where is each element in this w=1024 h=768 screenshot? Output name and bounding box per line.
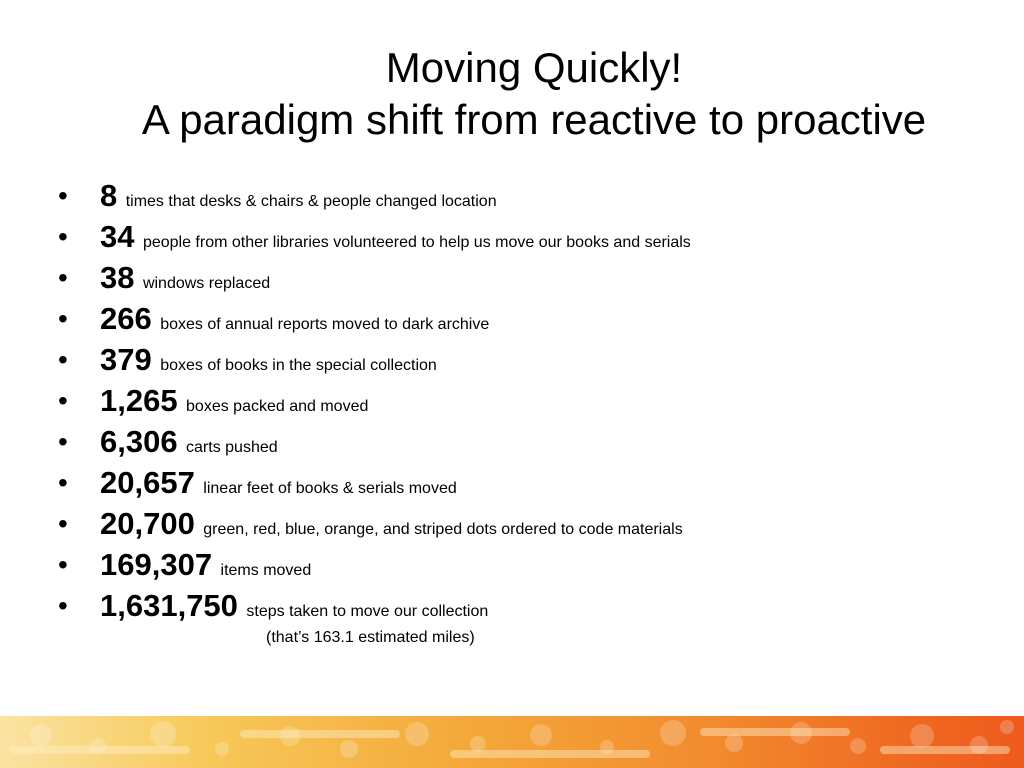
- footer-decor-streak: [240, 730, 400, 738]
- slide-title: [0, 42, 1024, 146]
- stat-description: people from other libraries volunteered to help us move our books and serials: [142, 234, 691, 251]
- stat-number: 1,265: [100, 383, 178, 418]
- bullet-icon: •: [58, 426, 68, 457]
- stat-line: [100, 340, 437, 386]
- stat-number: 20,700: [100, 506, 195, 541]
- stat-number: 20,657: [100, 465, 195, 500]
- stat-line: [100, 463, 457, 509]
- stat-description: linear feet of books & serials moved: [203, 480, 457, 497]
- stat-description: items moved: [220, 562, 312, 579]
- footer-decor-dot: [660, 720, 686, 746]
- stat-number: 169,307: [100, 547, 213, 582]
- footer-decor-streak: [880, 746, 1010, 754]
- stat-number: 1,631,750: [100, 588, 238, 623]
- miles-note: (that’s 163.1 estimated miles): [266, 629, 475, 646]
- bullet-icon: •: [58, 590, 68, 621]
- bullet-icon: •: [58, 262, 68, 293]
- bullet-icon: •: [58, 549, 68, 580]
- stat-number: 38: [100, 260, 135, 295]
- footer-decor-dot: [530, 724, 552, 746]
- footer-decor-dot: [150, 721, 176, 747]
- stat-line: [100, 422, 278, 468]
- footer-decor-dot: [405, 722, 429, 746]
- stat-number: 379: [100, 342, 152, 377]
- stat-description: steps taken to move our collection: [246, 603, 489, 620]
- bullet-icon: •: [58, 303, 68, 334]
- footer-decor-dot: [1000, 720, 1014, 734]
- bullet-icon: •: [58, 344, 68, 375]
- stat-description: boxes of books in the special collection: [160, 357, 437, 374]
- footer-decor-dot: [340, 740, 358, 758]
- stat-line: [100, 258, 270, 304]
- stat-line: [100, 545, 311, 591]
- footer-decor-dot: [30, 724, 52, 746]
- stat-line: [100, 504, 683, 550]
- footer-decor-dot: [215, 742, 229, 756]
- footer-decor-streak: [10, 746, 190, 754]
- bullet-icon: •: [58, 221, 68, 252]
- decorative-footer-band: [0, 716, 1024, 768]
- stat-number: 8: [100, 178, 118, 213]
- stat-number: 34: [100, 219, 135, 254]
- stat-description: green, red, blue, orange, and striped dots ordered to code materials: [203, 521, 683, 538]
- slide-title-line-1: Moving Quickly!: [385, 44, 683, 92]
- stat-line: [100, 217, 691, 263]
- stat-line: [100, 586, 488, 632]
- footer-decor-streak: [700, 728, 850, 736]
- footer-decor-streak: [450, 750, 650, 758]
- stat-line: [100, 299, 489, 345]
- stat-number: 266: [100, 301, 152, 336]
- bullet-icon: •: [58, 467, 68, 498]
- stat-description: windows replaced: [142, 275, 271, 292]
- slide-title-line-2: A paradigm shift from reactive to proactive: [141, 96, 927, 144]
- stat-description: times that desks & chairs & people changed location: [125, 193, 497, 210]
- stat-line: [100, 381, 368, 427]
- stat-line: [100, 176, 497, 222]
- stat-description: carts pushed: [186, 439, 278, 456]
- footer-decor-dot: [850, 738, 866, 754]
- bullet-icon: •: [58, 385, 68, 416]
- stat-number: 6,306: [100, 424, 178, 459]
- footer-decor-dot: [725, 734, 743, 752]
- bullet-icon: •: [58, 508, 68, 539]
- bullet-icon: •: [58, 180, 68, 211]
- footer-decor-dot: [910, 724, 934, 748]
- stat-description: boxes of annual reports moved to dark archive: [160, 316, 490, 333]
- stat-description: boxes packed and moved: [186, 398, 369, 415]
